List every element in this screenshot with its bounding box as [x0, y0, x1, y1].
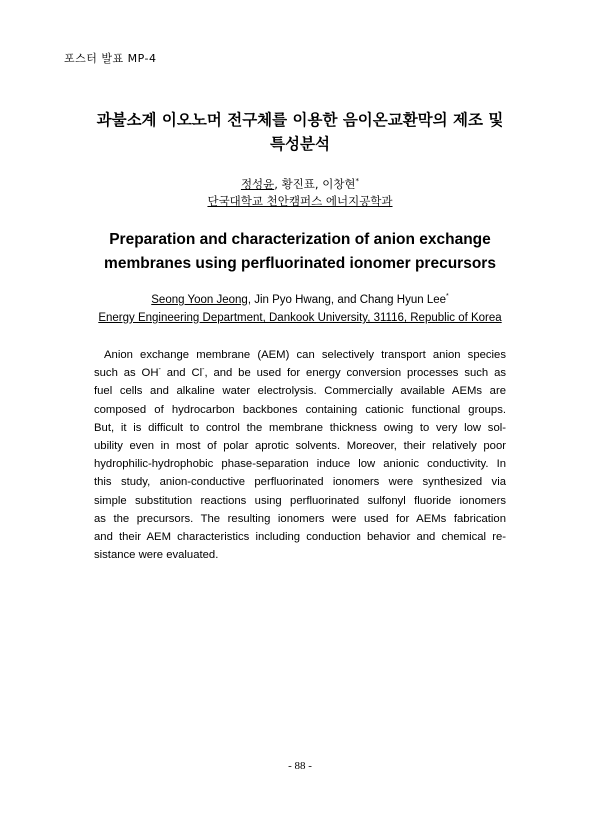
- abstract-line: this study, anion-conductive perfluorinated ionomers were synthesized via: [94, 476, 506, 489]
- english-corresponding-mark: *: [446, 293, 449, 301]
- korean-coauthors: , 황진표, 이창현: [274, 177, 356, 191]
- abstract-line: sistance were evaluated.: [94, 549, 219, 562]
- abstract: [94, 346, 506, 564]
- hydroxide-charge: -: [158, 366, 161, 374]
- english-authors: [50, 293, 550, 307]
- abstract-line: and their AEM characteristics including conduction behavior and chemical re-: [94, 531, 506, 544]
- abstract-line: But, it is difficult to control the membrane thickness owing to very low sol-: [94, 421, 506, 434]
- abstract-text: , and be used for energy conversion processes such as: [204, 367, 506, 380]
- abstract-line: ubility even in most of polar aprotic solvents. Moreover, their relatively poor: [94, 440, 506, 453]
- korean-presenting-author: 정성윤: [240, 177, 275, 191]
- abstract-line: simple substitution reactions using perfluorinated sulfonyl fluoride ionomers: [94, 494, 506, 507]
- abstract-line: Anion exchange membrane (AEM) can selectively transport anion species: [104, 349, 506, 361]
- abstract-line: as the precursors. The resulting ionomers were used for AEMs fabrication: [94, 512, 506, 525]
- korean-title: [60, 108, 540, 156]
- abstract-line: fuel cells and alkaline water electrolysis. Commercially available AEMs are: [94, 385, 506, 398]
- korean-affiliation: 단국대학교 천안캠퍼스 에너지공학과: [207, 194, 393, 208]
- english-title-line: Preparation and characterization of anion exchange: [109, 231, 491, 248]
- english-coauthors: , Jin Pyo Hwang, and Chang Hyun Lee: [247, 294, 447, 306]
- abstract-text: and Cl: [160, 367, 203, 380]
- english-title: [50, 228, 550, 276]
- korean-title-line: 특성분석: [270, 135, 330, 153]
- session-tag: 포스터 발표 MP-4: [64, 52, 157, 65]
- abstract-text: such as OH: [94, 367, 159, 380]
- korean-corresponding-mark: *: [355, 177, 360, 186]
- abstract-line: [94, 364, 506, 382]
- english-affiliation: Energy Engineering Department, Dankook University, 31116, Republic of Korea: [98, 312, 502, 324]
- korean-authors: [60, 177, 540, 191]
- chloride-charge: -: [202, 366, 205, 374]
- english-presenting-author: Seong Yoon Jeong: [151, 294, 248, 306]
- abstract-line: composed of hydrocarbon backbones containing cationic functional groups.: [94, 403, 506, 416]
- english-title-line: membranes using perfluorinated ionomer precursors: [104, 255, 496, 272]
- page-number: - 88 -: [288, 760, 312, 772]
- abstract-line: hydrophilic-hydrophobic phase-separation induce low anionic conductivity. In: [94, 458, 506, 471]
- korean-title-line: 과불소계 이오노머 전구체를 이용한 음이온교환막의 제조 및: [96, 111, 504, 129]
